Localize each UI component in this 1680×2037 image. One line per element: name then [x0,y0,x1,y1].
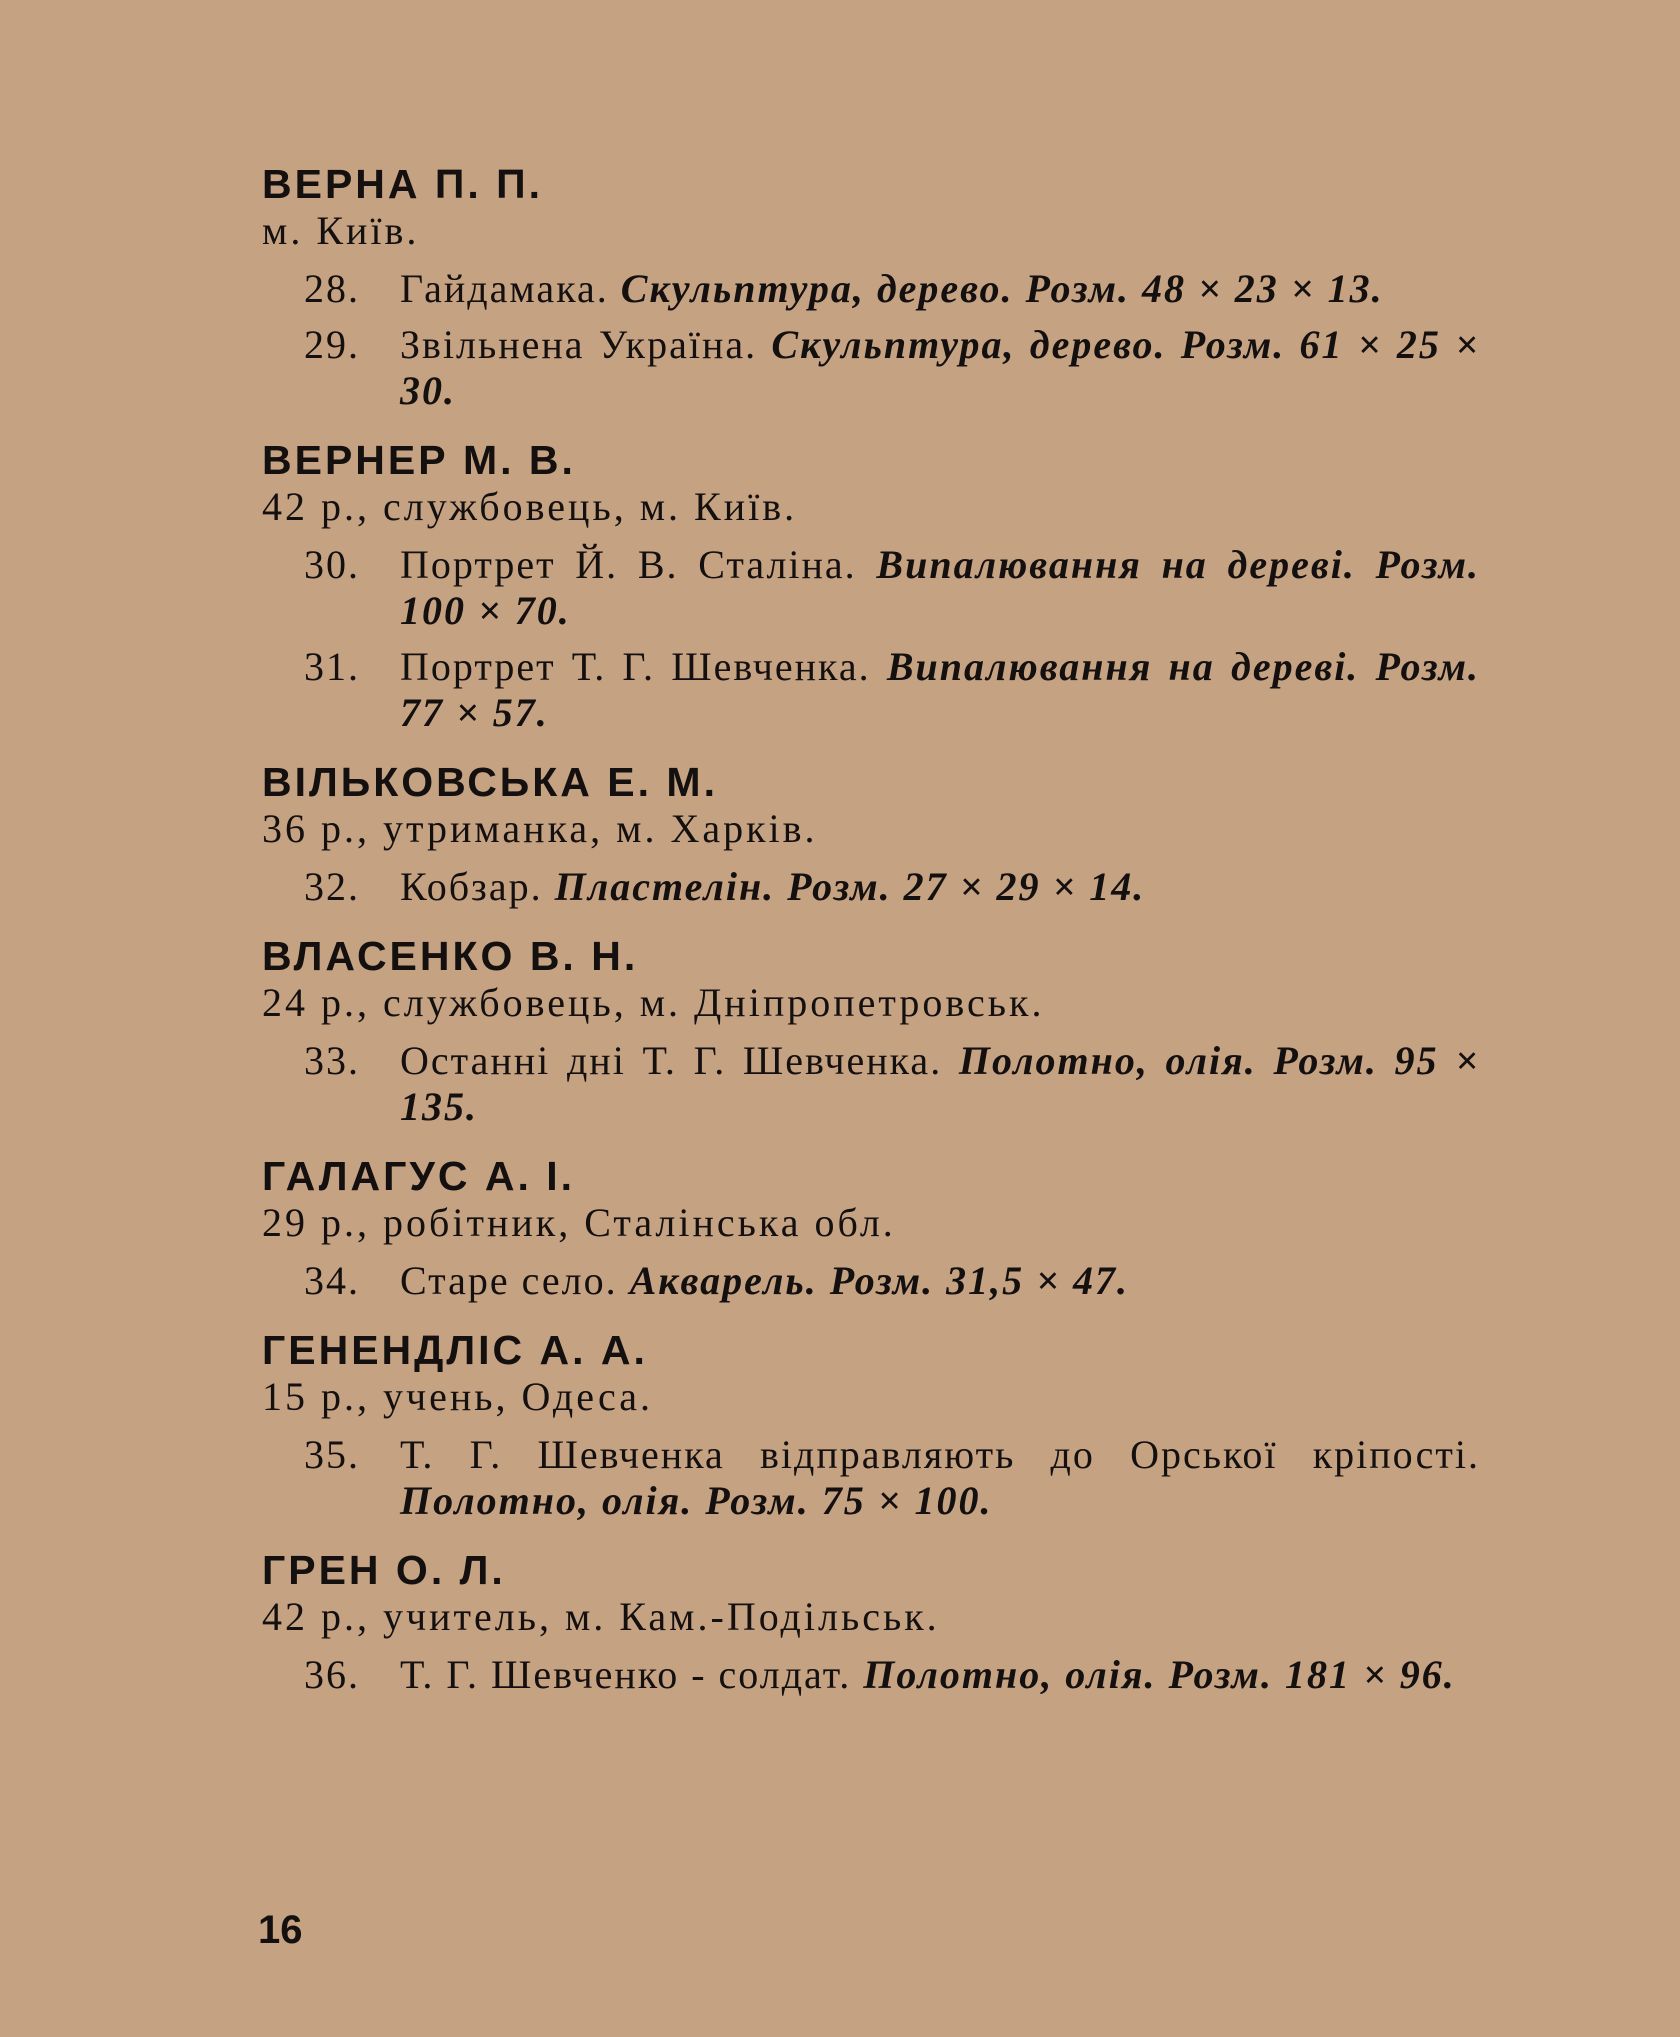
author-name: ВЛАСЕНКО В. Н. [262,933,639,979]
work-number: 33. [304,1038,360,1083]
work-entry [304,644,1480,736]
work-description: Полотно, олія. Розм. 95 × 135. [400,1038,1480,1129]
catalog-page [262,160,1480,1720]
work-number: 29. [304,322,360,367]
author-entry [262,758,1480,910]
work-number: 35. [304,1432,360,1477]
author-info: 29 р., робітник, Сталінська обл. [262,1200,896,1245]
work-title: Т. Г. Шевченко - солдат. [400,1652,864,1697]
author-entry [262,160,1480,414]
work-entry [304,1652,1480,1698]
work-body [400,1652,1480,1698]
work-title: Портрет Т. Г. Шевченка. [400,644,887,689]
author-name: ГРЕН О. Л. [262,1547,506,1593]
work-number: 34. [304,1258,360,1303]
author-info: 36 р., утриманка, м. Харків. [262,806,818,851]
work-title: Звільнена Україна. [400,322,772,367]
work-body [400,542,1480,634]
author-name: ГАЛАГУС А. І. [262,1153,576,1199]
work-description: Скульптура, дерево. Розм. 61 × 25 × 30. [400,322,1480,413]
work-description: Акварель. Розм. 31,5 × 47. [629,1258,1129,1303]
work-title: Гайдамака. [400,266,621,311]
work-description: Випалювання на дереві. Розм. 77 × 57. [400,644,1480,735]
work-title: Останні дні Т. Г. Шевченка. [400,1038,959,1083]
author-name: ВІЛЬКОВСЬКА Е. М. [262,759,718,805]
author-entry [262,436,1480,736]
work-entry [304,542,1480,634]
author-entry [262,1326,1480,1524]
work-description: Пластелін. Розм. 27 × 29 × 14. [554,864,1146,909]
work-body [400,266,1480,312]
work-entry [304,864,1480,910]
author-info: 24 р., службовець, м. Дніпропетровськ. [262,980,1045,1025]
work-number: 30. [304,542,360,587]
author-entry [262,1546,1480,1698]
work-title: Т. Г. Шевченка відправляють до Орської кріпості. [400,1432,1480,1477]
work-body [400,1258,1480,1304]
author-info: 42 р., службовець, м. Київ. [262,484,798,529]
work-title: Кобзар. [400,864,555,909]
work-number: 32. [304,864,360,909]
author-name: ВЕРНЕР М. В. [262,437,576,483]
page-number: 16 [258,1908,303,1952]
work-entry [304,1258,1480,1304]
author-name: ВЕРНА П. П. [262,161,544,207]
work-description: Випалювання на дереві. Розм. 100 × 70. [400,542,1481,633]
work-number: 28. [304,266,360,311]
work-description: Полотно, олія. Розм. 75 × 100. [400,1478,993,1523]
work-body [400,322,1480,414]
author-info: 42 р., учитель, м. Кам.-Подільськ. [262,1594,940,1639]
work-body [400,1432,1480,1524]
work-entry [304,266,1480,312]
work-entry [304,1038,1480,1130]
work-body [400,864,1480,910]
work-description: Скульптура, дерево. Розм. 48 × 23 × 13. [620,266,1384,311]
work-number: 36. [304,1652,360,1697]
author-entry [262,932,1480,1130]
author-name: ГЕНЕНДЛІС А. А. [262,1327,648,1373]
work-entry [304,322,1480,414]
work-entry [304,1432,1480,1524]
work-body [400,644,1480,736]
author-info: м. Київ. [262,208,420,253]
work-number: 31. [304,644,360,689]
author-entry [262,1152,1480,1304]
work-title: Старе село. [400,1258,630,1303]
work-description: Полотно, олія. Розм. 181 × 96. [863,1652,1456,1697]
work-body [400,1038,1480,1130]
work-title: Портрет Й. В. Сталіна. [400,542,877,587]
author-info: 15 р., учень, Одеса. [262,1374,653,1419]
